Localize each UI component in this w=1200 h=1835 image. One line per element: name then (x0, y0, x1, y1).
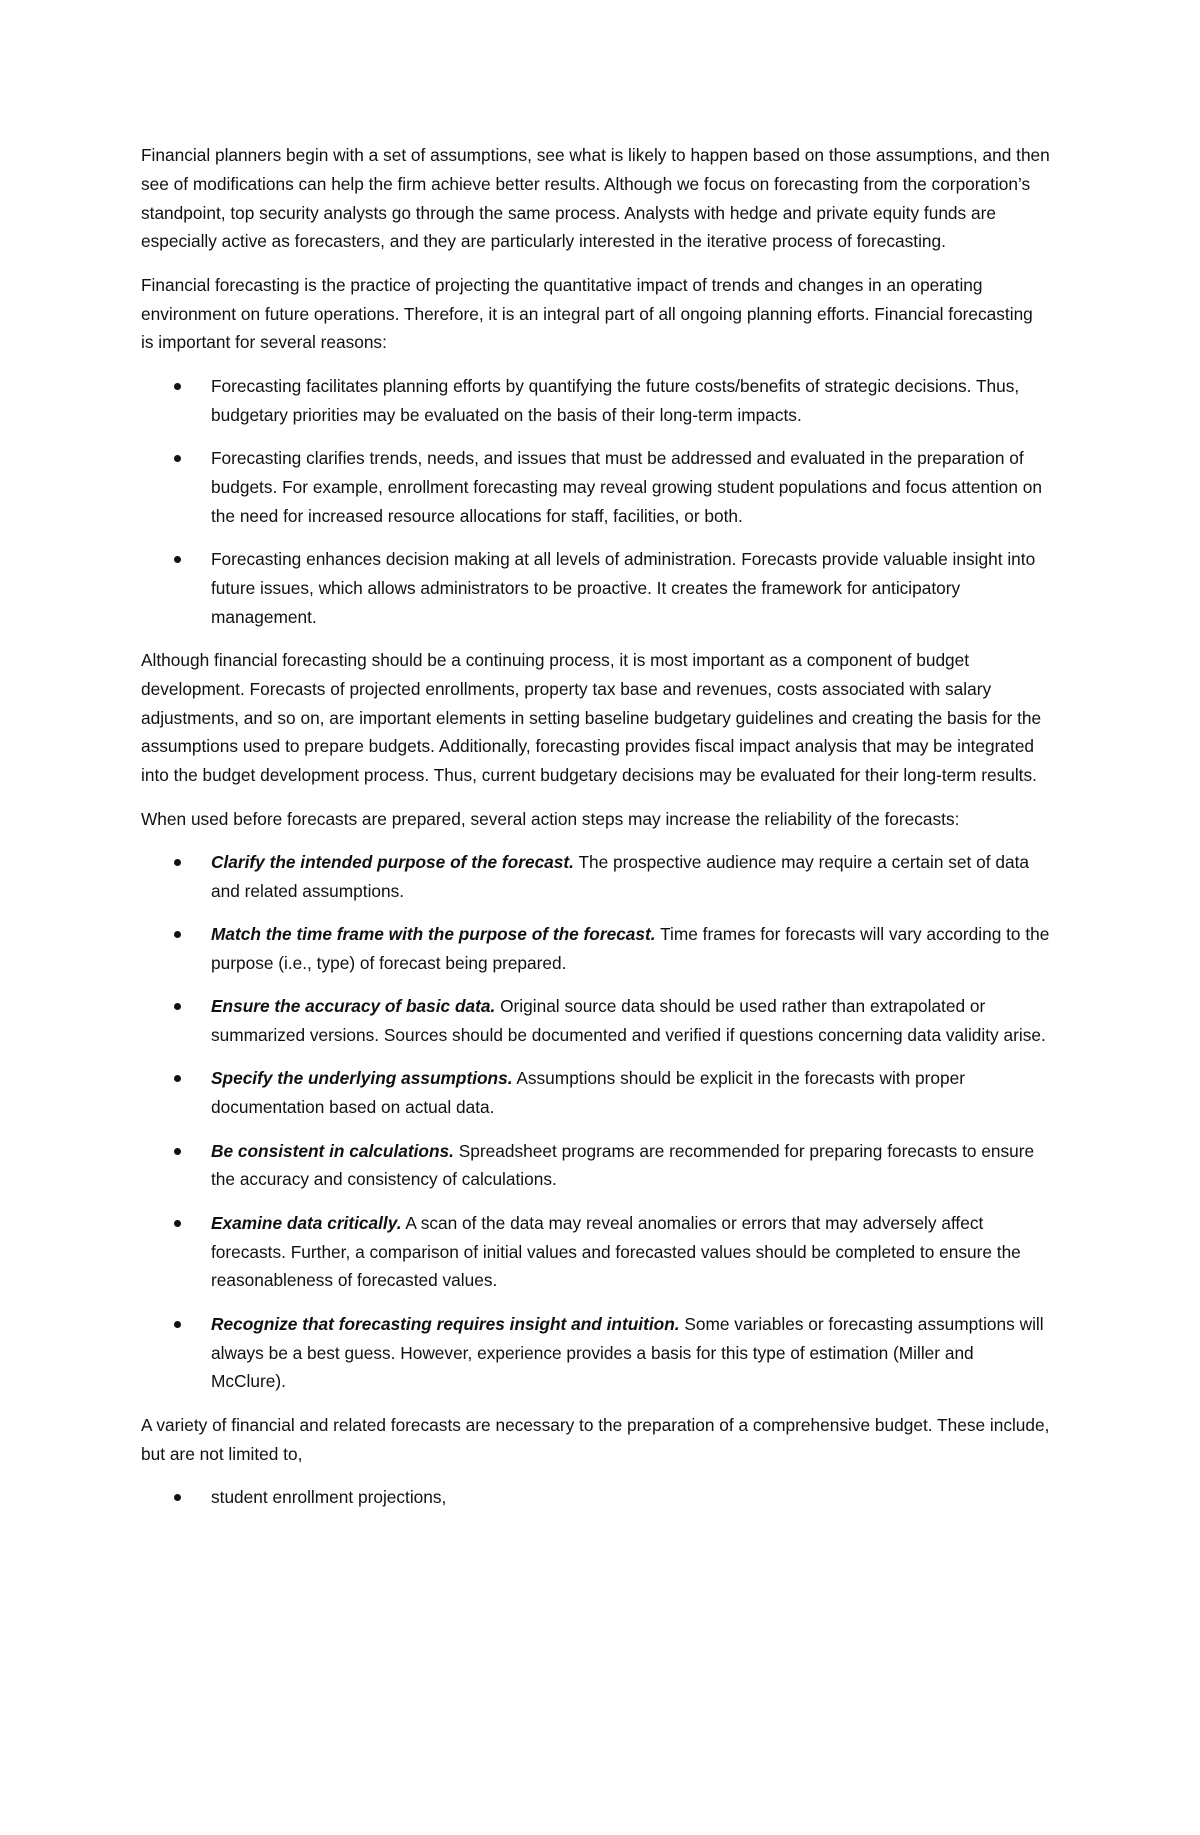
paragraph-budget-development: Although financial forecasting should be a continuing process, it is most important as a component of budget development. Forecasts of projected enrollments, property tax base and revenues, costs associated with salary adjustments, and so on, are important elements in setting baseline budgetary guidelines and creating the basis for the assumptions used to prepare budgets. Additionally, forecasting provides fiscal impact analysis that may be integrated into the budget development process. Thus, current budgetary decisions may be evaluated for their long-term results. (141, 649, 1042, 786)
list-item-text: Original source data should be used rather than extrapolated or summarized versions. Sources should be documented and verified if questions concerning data validity arise. (211, 996, 1046, 1046)
list-item (141, 1483, 1050, 1512)
list-item (141, 444, 1050, 530)
list-item-text: Assumptions should be explicit in the forecasts with proper documentation based on actual data. (211, 1068, 965, 1118)
list-item-lead: Match the time frame with the purpose of the forecast. (211, 924, 656, 945)
bullet-icon (174, 1148, 181, 1155)
list-item-lead: Examine data critically. (211, 1212, 402, 1233)
forecast-types-list (141, 1483, 1050, 1512)
paragraph-definition: Financial forecasting is the practice of projecting the quantitative impact of trends and changes in an operating environment on future operations. Therefore, it is an integral part of all ongoing planning efforts. Financial forecasting is important for several reasons: (141, 274, 1033, 353)
list-item-text: A scan of the data may reveal anomalies or errors that may adversely affect forecasts. Further, a comparison of initial values and forecasted values should be completed to ensure the reasonableness of forecasted values. (211, 1212, 1021, 1291)
list-item-lead: Recognize that forecasting requires insight and intuition. (211, 1313, 680, 1334)
bullet-icon (174, 931, 181, 938)
list-item-lead: Specify the underlying assumptions. (211, 1068, 513, 1089)
list-item-text: Time frames for forecasts will vary according to the purpose (i.e., type) of forecast being prepared. (211, 924, 1050, 973)
list-item (141, 992, 1050, 1050)
bullet-icon (174, 383, 181, 390)
list-item-text: Forecasting facilitates planning efforts by quantifying the future costs/benefits of strategic decisions. Thus, budgetary priorities may be evaluated on the basis of their long-term impacts. (211, 375, 1020, 425)
list-item (141, 372, 1050, 430)
bullet-icon (174, 859, 181, 866)
reasons-list (141, 372, 1050, 632)
paragraph-intro: Financial planners begin with a set of assumptions, see what is likely to happen based on those assumptions, and then see of modifications can help the firm achieve better results. Although we focus on forecasting from the corporation’s standpoint, top security analysts go through the same process. Analysts with hedge and private equity funds are especially active as forecasters, and they are particularly interested in the iterative process of forecasting. (141, 145, 1050, 252)
list-item-text: student enrollment projections, (211, 1486, 447, 1507)
list-item-text: The prospective audience may require a certain set of data and related assumptions. (211, 851, 1029, 901)
bullet-icon (174, 1003, 181, 1010)
list-item-lead: Be consistent in calculations. (211, 1140, 454, 1161)
list-item (141, 848, 1050, 906)
list-item-text: Some variables or forecasting assumptions will always be a best guess. However, experience provides a basis for this type of estimation (Miller and McClure). (211, 1313, 1044, 1392)
list-item (141, 545, 1050, 631)
list-item (141, 920, 1050, 978)
list-item-text: Forecasting clarifies trends, needs, and issues that must be addressed and evaluated in the preparation of budgets. For example, enrollment forecasting may reveal growing student populations and focus attention on the need for increased resource allocations for staff, facilities, or both. (211, 447, 1042, 526)
bullet-icon (174, 1220, 181, 1227)
bullet-icon (174, 1075, 181, 1082)
bullet-icon (174, 455, 181, 462)
paragraph-forecast-types: A variety of financial and related forecasts are necessary to the preparation of a comprehensive budget. These include, but are not limited to, (141, 1414, 1050, 1464)
list-item (141, 1310, 1050, 1396)
list-item (141, 1064, 1050, 1122)
list-item-lead: Ensure the accuracy of basic data. (211, 996, 496, 1017)
action-steps-list (141, 848, 1050, 1396)
bullet-icon (174, 556, 181, 563)
bullet-icon (174, 1321, 181, 1328)
list-item (141, 1137, 1050, 1195)
bullet-icon (174, 1494, 181, 1501)
list-item (141, 1209, 1050, 1295)
list-item-text: Forecasting enhances decision making at all levels of administration. Forecasts provide valuable insight into future issues, which allows administrators to be proactive. It creates the framework for anticipatory management. (211, 548, 1036, 627)
list-item-text: Spreadsheet programs are recommended for preparing forecasts to ensure the accuracy and consistency of calculations. (211, 1140, 1035, 1190)
list-item-lead: Clarify the intended purpose of the forecast. (211, 851, 574, 872)
paragraph-action-steps-intro: When used before forecasts are prepared, several action steps may increase the reliability of the forecasts: (141, 808, 960, 829)
